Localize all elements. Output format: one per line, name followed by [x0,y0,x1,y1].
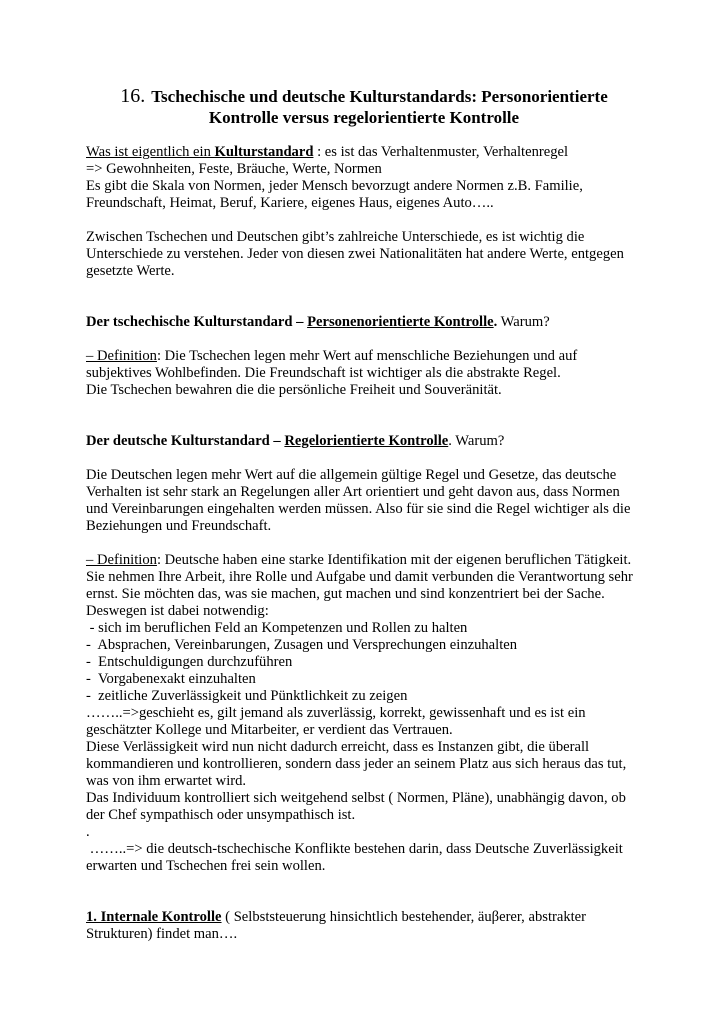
intro-question: Was ist eigentlich ein Kulturstandard : es ist das Verhaltenmuster, Verhaltenregel [86,144,569,160]
section-number: 16. [120,85,146,107]
term-personenorientierte-kontrolle: Personenorientierte Kontrolle [307,314,494,330]
list-item: - zeitliche Zuverlässigkeit und Pünktlichkeit zu zeigen [86,688,408,704]
german-definition: – Definition: Deutsche haben eine starke Identifikation mit der eigenen beruflichen Tätigkeit. Sie nehmen Ihre Arbeit, ihre Rolle und Aufgabe und damit verbunden die Verantwortung sehr ernst. Sie möchten das, was sie machen, gut machen und sind konzentriert bei der Sache. Deswegen ist dabei notwendig: - sich im beruflichen Feld an Kompetenzen und Rollen zu halten - Absprachen, Vereinbarungen, Zusagen und Versprechungen einzuhalten - Entschuldigungen durchzuführen - Vorgabenexakt einzuhalten - zeitliche Zuverlässigkeit und Pünktlichkeit zu zeigen ……..=>geschieht es, gilt jemand als zuverlässig, korrekt, gewissenhaft und es ist ein geschätzter Kollege und Mitarbeiter, er verdient das Vertrauen. Diese Verlässigkeit wird nun nicht dadurch erreicht, dass es Instanzen gibt, die überall kommandieren und kontrollieren, sondern dass jeder an seinem Platz aus sich heraus das tut, was von ihm erwartet wird. Das Individuum kontrolliert sich weitgehend selbst ( Normen, Pläne), unabhängig davon, ob der Chef sympathisch oder unsympathisch ist. . ……..=> die deutsch-tschechische Konflikte bestehen darin, dass Deutsche Zuverlässigkeit erwarten und Tschechen frei sein wollen. [86,552,642,875]
definition-label: – Definition [86,348,157,364]
intro-line: Freundschaft, Heimat, Beruf, Kariere, eigenes Haus, eigenes Auto….. [86,195,494,211]
definition-label: – Definition [86,552,157,568]
term-internale-kontrolle: 1. Internale Kontrolle [86,909,222,925]
list-item: - Absprachen, Vereinbarungen, Zusagen und Versprechungen einzuhalten [86,637,518,653]
title-line-2: Kontrolle versus regelorientierte Kontrolle [208,108,520,127]
term-regelorientierte-kontrolle: Regelorientierte Kontrolle [284,433,449,449]
document-title [86,86,642,128]
term-kulturstandard: Kulturstandard [214,144,314,160]
intro-line: Es gibt die Skala von Normen, jeder Mensch bevorzugt andere Normen z.B. Familie, [86,178,583,194]
german-paragraph: Die Deutschen legen mehr Wert auf die allgemein gültige Regel und Gesetze, das deutsche Verhalten ist sehr stark an Regelungen aller Art orientiert und geht davon aus, dass Normen und Vereinbarungen eingehalten werden müssen. Also für sie sind die Regel wichtiger als die Beziehungen und Freundschaft. [86,467,631,534]
title-line-1: Tschechische und deutsche Kulturstandards: Personorientierte [151,87,608,106]
intro-line: => Gewohnheiten, Feste, Bräuche, Werte, Normen [86,161,382,177]
document-page [86,86,642,943]
list-item: - sich im beruflichen Feld an Kompetenzen und Rollen zu halten [86,620,468,636]
differences-paragraph: Zwischen Tschechen und Deutschen gibt’s zahlreiche Unterschiede, es ist wichtig die Unterschiede zu verstehen. Jeder von diesen zwei Nationalitäten hat andere Werte, entgegen gesetzte Werte. [86,229,624,279]
list-item: - Vorgabenexakt einzuhalten [86,671,256,687]
german-heading: Der deutsche Kulturstandard – Regelorientierte Kontrolle. Warum? [86,433,505,449]
czech-heading: Der tschechische Kulturstandard – Personenorientierte Kontrolle. Warum? [86,314,550,330]
czech-definition: – Definition: Die Tschechen legen mehr Wert auf menschliche Beziehungen und auf subjektives Wohlbefinden. Die Freundschaft ist wichtiger als die abstrakte Regel. Die Tschechen bewahren die die persönliche Freiheit und Souveränität. [86,348,578,398]
internal-control-paragraph: 1. Internale Kontrolle ( Selbststeuerung hinsichtlich bestehender, äuβerer, abstrakter Strukturen) findet man…. [86,909,587,942]
list-item: - Entschuldigungen durchzuführen [86,654,293,670]
intro-paragraph [86,144,642,212]
